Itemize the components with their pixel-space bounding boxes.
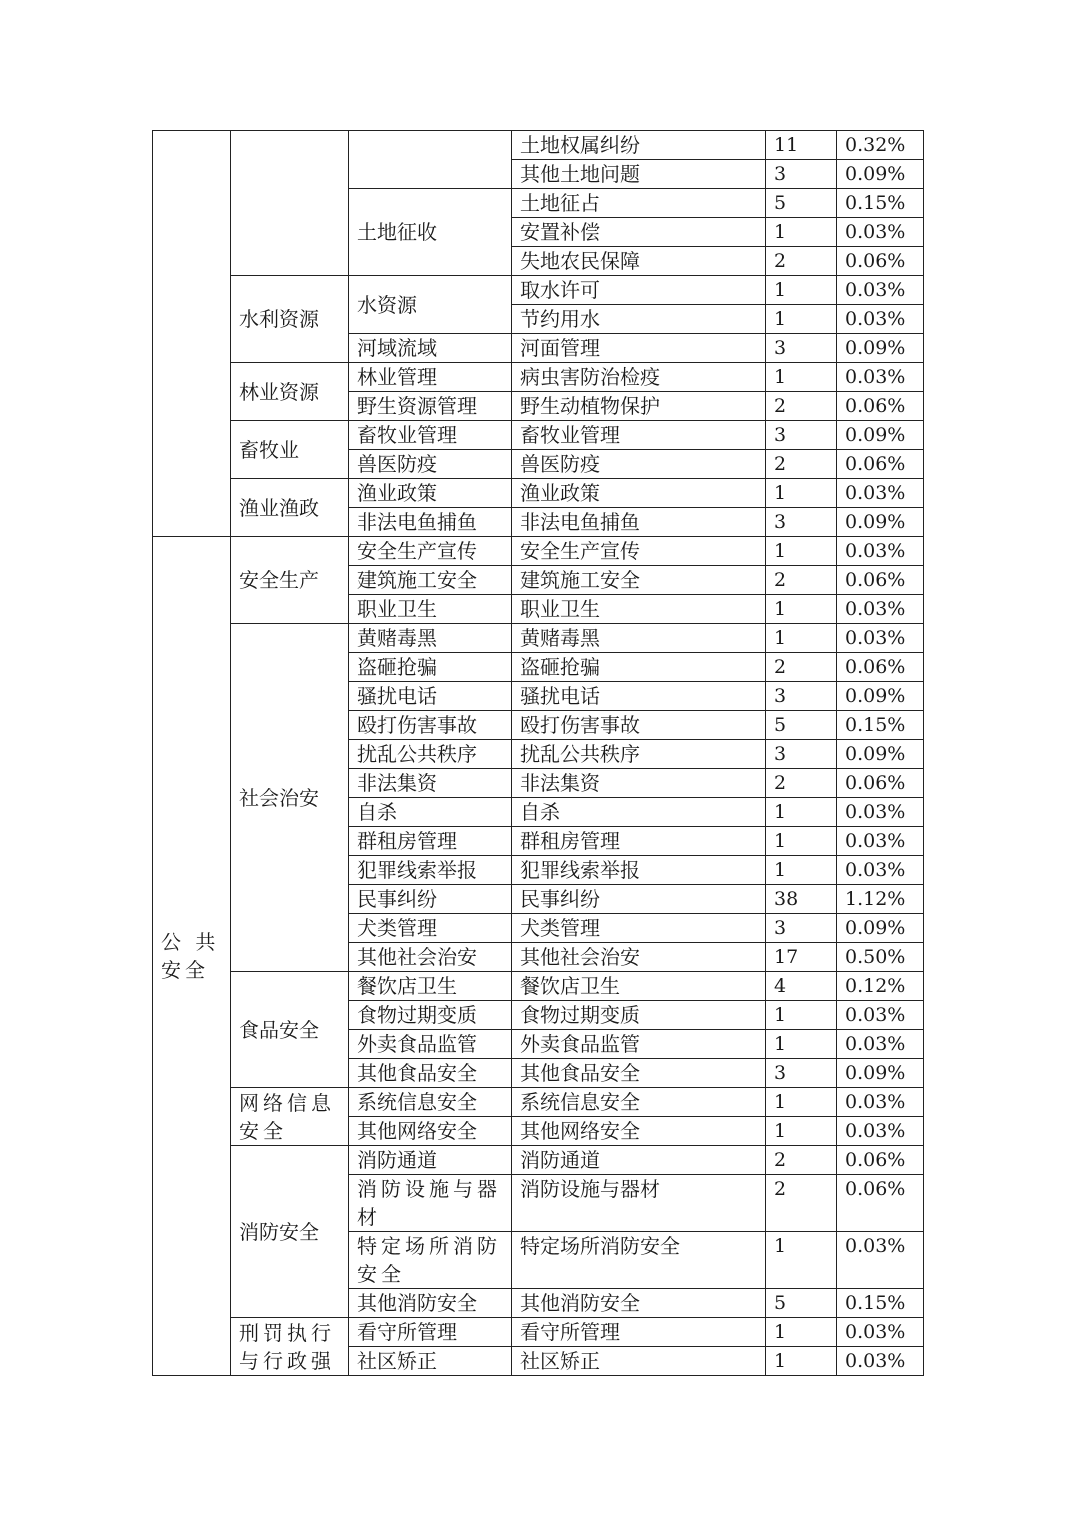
percent-cell: 0.03% [837,827,924,856]
count-cell: 1 [766,363,837,392]
detail-cell: 犯罪线索举报 [512,856,766,885]
count-cell: 1 [766,827,837,856]
subcategory-cell: 食品安全 [231,972,349,1088]
detail-cell: 病虫害防治检疫 [512,363,766,392]
detail-cell: 职业卫生 [512,595,766,624]
detail-cell: 社区矫正 [512,1347,766,1376]
count-cell: 2 [766,1175,837,1232]
percent-cell: 0.50% [837,943,924,972]
detail-cell: 节约用水 [512,305,766,334]
percent-cell: 0.03% [837,624,924,653]
count-cell: 2 [766,247,837,276]
percent-cell: 0.03% [837,1030,924,1059]
detail-cell: 其他土地问题 [512,160,766,189]
table-row [153,1088,924,1117]
table-row [153,537,924,566]
statistics-table [152,130,924,1376]
count-cell: 2 [766,1146,837,1175]
detail-cell: 消防设施与器材 [512,1175,766,1232]
detail-cell: 消防通道 [512,1146,766,1175]
item-cell: 民事纠纷 [349,885,512,914]
count-cell: 1 [766,1088,837,1117]
count-cell: 1 [766,624,837,653]
count-cell: 4 [766,972,837,1001]
item-cell: 看守所管理 [349,1318,512,1347]
count-cell: 3 [766,682,837,711]
count-cell: 1 [766,1347,837,1376]
percent-cell: 0.03% [837,798,924,827]
percent-cell: 0.06% [837,450,924,479]
count-cell: 11 [766,131,837,160]
percent-cell: 0.03% [837,276,924,305]
count-cell: 2 [766,566,837,595]
percent-cell: 0.09% [837,421,924,450]
percent-cell: 0.09% [837,914,924,943]
detail-cell: 民事纠纷 [512,885,766,914]
detail-cell: 自杀 [512,798,766,827]
item-cell: 林业管理 [349,363,512,392]
table-row [153,624,924,653]
item-cell: 兽医防疫 [349,450,512,479]
percent-cell: 0.03% [837,1117,924,1146]
item-cell: 畜牧业管理 [349,421,512,450]
item-cell: 其他社会治安 [349,943,512,972]
count-cell: 1 [766,537,837,566]
detail-cell: 系统信息安全 [512,1088,766,1117]
item-cell: 犯罪线索举报 [349,856,512,885]
percent-cell: 0.09% [837,508,924,537]
subcategory-cell: 刑罚执行与行政强 [231,1318,349,1376]
percent-cell: 0.09% [837,682,924,711]
subcategory-cell: 水利资源 [231,276,349,363]
detail-cell: 食物过期变质 [512,1001,766,1030]
detail-cell: 安置补偿 [512,218,766,247]
detail-cell: 土地权属纠纷 [512,131,766,160]
subcategory-cell: 社会治安 [231,624,349,972]
count-cell: 5 [766,1289,837,1318]
percent-cell: 0.03% [837,305,924,334]
detail-cell: 土地征占 [512,189,766,218]
count-cell: 1 [766,1318,837,1347]
detail-cell: 外卖食品监管 [512,1030,766,1059]
item-cell: 建筑施工安全 [349,566,512,595]
percent-cell: 0.03% [837,1347,924,1376]
detail-cell: 群租房管理 [512,827,766,856]
percent-cell: 0.15% [837,1289,924,1318]
percent-cell: 0.06% [837,769,924,798]
item-cell: 特定场所消防安全 [349,1232,512,1289]
table-row [153,1318,924,1347]
detail-cell: 特定场所消防安全 [512,1232,766,1289]
detail-cell: 河面管理 [512,334,766,363]
count-cell: 38 [766,885,837,914]
item-cell: 安全生产宣传 [349,537,512,566]
detail-cell: 黄赌毒黑 [512,624,766,653]
item-cell: 渔业政策 [349,479,512,508]
percent-cell: 0.09% [837,740,924,769]
table-row [153,1146,924,1175]
percent-cell: 0.12% [837,972,924,1001]
percent-cell: 0.15% [837,189,924,218]
detail-cell: 扰乱公共秩序 [512,740,766,769]
detail-cell: 其他食品安全 [512,1059,766,1088]
count-cell: 2 [766,653,837,682]
count-cell: 1 [766,1001,837,1030]
item-cell: 食物过期变质 [349,1001,512,1030]
item-cell: 盗砸抢骗 [349,653,512,682]
item-cell: 殴打伤害事故 [349,711,512,740]
detail-cell: 犬类管理 [512,914,766,943]
item-cell: 社区矫正 [349,1347,512,1376]
percent-cell: 0.06% [837,392,924,421]
detail-cell: 其他网络安全 [512,1117,766,1146]
count-cell: 1 [766,479,837,508]
count-cell: 1 [766,798,837,827]
percent-cell: 0.06% [837,566,924,595]
detail-cell: 盗砸抢骗 [512,653,766,682]
detail-cell: 骚扰电话 [512,682,766,711]
item-cell: 非法集资 [349,769,512,798]
percent-cell: 0.32% [837,131,924,160]
count-cell: 1 [766,595,837,624]
detail-cell: 非法集资 [512,769,766,798]
subcategory-cell: 消防安全 [231,1146,349,1318]
table-row [153,363,924,392]
item-cell: 骚扰电话 [349,682,512,711]
detail-cell: 非法电鱼捕鱼 [512,508,766,537]
item-cell: 消防设施与器材 [349,1175,512,1232]
percent-cell: 0.03% [837,595,924,624]
item-cell: 其他食品安全 [349,1059,512,1088]
count-cell: 17 [766,943,837,972]
item-cell: 职业卫生 [349,595,512,624]
percent-cell: 0.06% [837,247,924,276]
count-cell: 1 [766,1030,837,1059]
percent-cell: 0.03% [837,479,924,508]
table-row [153,276,924,305]
percent-cell: 0.03% [837,1001,924,1030]
item-cell: 扰乱公共秩序 [349,740,512,769]
count-cell: 3 [766,1059,837,1088]
detail-cell: 看守所管理 [512,1318,766,1347]
percent-cell: 0.09% [837,160,924,189]
item-cell: 外卖食品监管 [349,1030,512,1059]
table-row [153,131,924,160]
subcategory-cell: 网络信息安全 [231,1088,349,1146]
count-cell: 3 [766,160,837,189]
item-cell: 其他网络安全 [349,1117,512,1146]
item-cell: 群租房管理 [349,827,512,856]
item-cell: 自杀 [349,798,512,827]
count-cell: 1 [766,218,837,247]
count-cell: 1 [766,305,837,334]
table-row [153,421,924,450]
item-cell: 系统信息安全 [349,1088,512,1117]
item-cell: 非法电鱼捕鱼 [349,508,512,537]
detail-cell: 殴打伤害事故 [512,711,766,740]
percent-cell: 0.03% [837,218,924,247]
subcategory-cell [231,131,349,276]
percent-cell: 0.09% [837,1059,924,1088]
percent-cell: 1.12% [837,885,924,914]
count-cell: 1 [766,1232,837,1289]
count-cell: 1 [766,1117,837,1146]
detail-cell: 畜牧业管理 [512,421,766,450]
detail-cell: 餐饮店卫生 [512,972,766,1001]
item-cell: 水资源 [349,276,512,334]
percent-cell: 0.03% [837,1088,924,1117]
count-cell: 1 [766,276,837,305]
count-cell: 3 [766,508,837,537]
item-cell [349,131,512,189]
subcategory-cell: 渔业渔政 [231,479,349,537]
count-cell: 3 [766,740,837,769]
percent-cell: 0.06% [837,653,924,682]
count-cell: 1 [766,856,837,885]
percent-cell: 0.03% [837,363,924,392]
count-cell: 3 [766,914,837,943]
percent-cell: 0.03% [837,1232,924,1289]
count-cell: 3 [766,334,837,363]
percent-cell: 0.06% [837,1175,924,1232]
percent-cell: 0.15% [837,711,924,740]
subcategory-cell: 林业资源 [231,363,349,421]
count-cell: 2 [766,392,837,421]
count-cell: 5 [766,189,837,218]
item-cell: 土地征收 [349,189,512,276]
percent-cell: 0.03% [837,856,924,885]
table-row [153,479,924,508]
subcategory-cell: 安全生产 [231,537,349,624]
category-cell [153,131,231,537]
detail-cell: 兽医防疫 [512,450,766,479]
item-cell: 其他消防安全 [349,1289,512,1318]
detail-cell: 安全生产宣传 [512,537,766,566]
percent-cell: 0.09% [837,334,924,363]
detail-cell: 渔业政策 [512,479,766,508]
item-cell: 野生资源管理 [349,392,512,421]
item-cell: 餐饮店卫生 [349,972,512,1001]
percent-cell: 0.06% [837,1146,924,1175]
item-cell: 消防通道 [349,1146,512,1175]
category-cell: 公 共安全 [153,537,231,1376]
subcategory-cell: 畜牧业 [231,421,349,479]
item-cell: 黄赌毒黑 [349,624,512,653]
count-cell: 2 [766,769,837,798]
item-cell: 犬类管理 [349,914,512,943]
item-cell: 河域流域 [349,334,512,363]
count-cell: 3 [766,421,837,450]
detail-cell: 其他消防安全 [512,1289,766,1318]
detail-cell: 建筑施工安全 [512,566,766,595]
count-cell: 2 [766,450,837,479]
detail-cell: 野生动植物保护 [512,392,766,421]
detail-cell: 取水许可 [512,276,766,305]
percent-cell: 0.03% [837,1318,924,1347]
detail-cell: 其他社会治安 [512,943,766,972]
table-row [153,972,924,1001]
percent-cell: 0.03% [837,537,924,566]
detail-cell: 失地农民保障 [512,247,766,276]
count-cell: 5 [766,711,837,740]
